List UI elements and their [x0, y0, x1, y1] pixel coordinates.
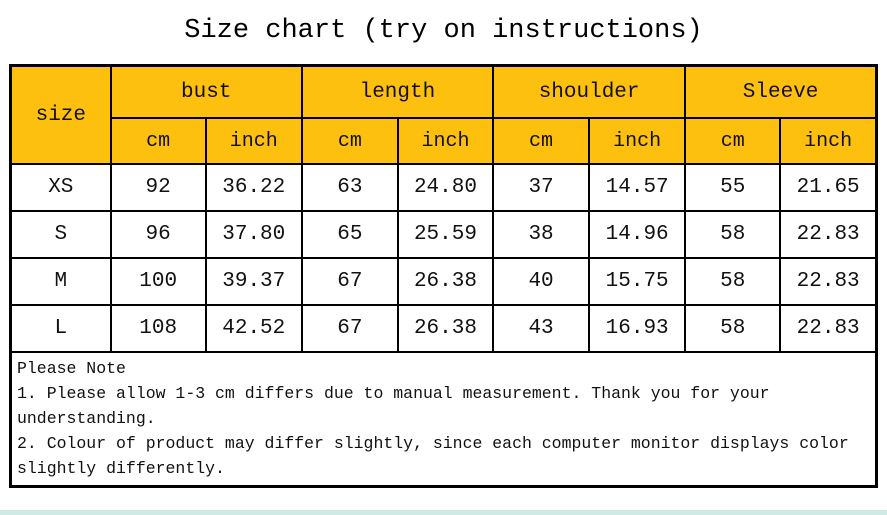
unit-header-shoulder-inch: inch — [589, 118, 685, 164]
unit-header-sleeve-cm: cm — [685, 118, 780, 164]
value-cell: 21.65 — [780, 164, 876, 211]
value-cell: 63 — [302, 164, 398, 211]
value-cell: 58 — [685, 211, 780, 258]
value-cell: 16.93 — [589, 305, 685, 352]
col-group-shoulder: shoulder — [493, 66, 685, 119]
value-cell: 55 — [685, 164, 780, 211]
unit-header-sleeve-inch: inch — [780, 118, 876, 164]
table-body — [11, 164, 877, 487]
value-cell: 37.80 — [206, 211, 302, 258]
value-cell: 40 — [493, 258, 589, 305]
value-cell: 22.83 — [780, 305, 876, 352]
unit-header-bust-cm: cm — [111, 118, 206, 164]
value-cell: 26.38 — [398, 258, 493, 305]
size-cell: S — [11, 211, 111, 258]
unit-header-length-inch: inch — [398, 118, 493, 164]
unit-header-bust-inch: inch — [206, 118, 302, 164]
value-cell: 22.83 — [780, 211, 876, 258]
value-cell: 100 — [111, 258, 206, 305]
col-group-bust: bust — [111, 66, 302, 119]
header-units-row — [11, 118, 877, 164]
value-cell: 58 — [685, 258, 780, 305]
table-header — [11, 66, 877, 165]
header-group-row — [11, 66, 877, 119]
value-cell: 36.22 — [206, 164, 302, 211]
note-item-2: 2. Colour of product may differ slightly, since each computer monitor displays color slightly differently. — [17, 434, 849, 478]
size-cell: M — [11, 258, 111, 305]
value-cell: 39.37 — [206, 258, 302, 305]
value-cell: 58 — [685, 305, 780, 352]
size-cell: L — [11, 305, 111, 352]
table-row-s — [11, 211, 877, 258]
table-row-xs — [11, 164, 877, 211]
size-chart-table — [9, 64, 878, 488]
value-cell: 37 — [493, 164, 589, 211]
value-cell: 14.96 — [589, 211, 685, 258]
value-cell: 67 — [302, 258, 398, 305]
value-cell: 26.38 — [398, 305, 493, 352]
value-cell: 65 — [302, 211, 398, 258]
notes-title: Please Note — [17, 359, 126, 378]
notes-block — [17, 356, 871, 481]
table-row-m — [11, 258, 877, 305]
col-header-size: size — [11, 66, 111, 165]
notes-cell — [11, 352, 877, 487]
value-cell: 43 — [493, 305, 589, 352]
value-cell: 22.83 — [780, 258, 876, 305]
value-cell: 42.52 — [206, 305, 302, 352]
unit-header-length-cm: cm — [302, 118, 398, 164]
page-title: Size chart (try on instructions) — [184, 16, 703, 46]
col-group-sleeve: Sleeve — [685, 66, 876, 119]
notes-row — [11, 352, 877, 487]
value-cell: 96 — [111, 211, 206, 258]
size-cell: XS — [11, 164, 111, 211]
bottom-strip-divider — [0, 510, 887, 515]
unit-header-shoulder-cm: cm — [493, 118, 589, 164]
value-cell: 24.80 — [398, 164, 493, 211]
value-cell: 15.75 — [589, 258, 685, 305]
value-cell: 108 — [111, 305, 206, 352]
value-cell: 38 — [493, 211, 589, 258]
col-group-length: length — [302, 66, 493, 119]
table-row-l — [11, 305, 877, 352]
value-cell: 92 — [111, 164, 206, 211]
value-cell: 14.57 — [589, 164, 685, 211]
value-cell: 25.59 — [398, 211, 493, 258]
value-cell: 67 — [302, 305, 398, 352]
note-item-1: 1. Please allow 1-3 cm differs due to manual measurement. Thank you for your understanding. — [17, 384, 770, 428]
